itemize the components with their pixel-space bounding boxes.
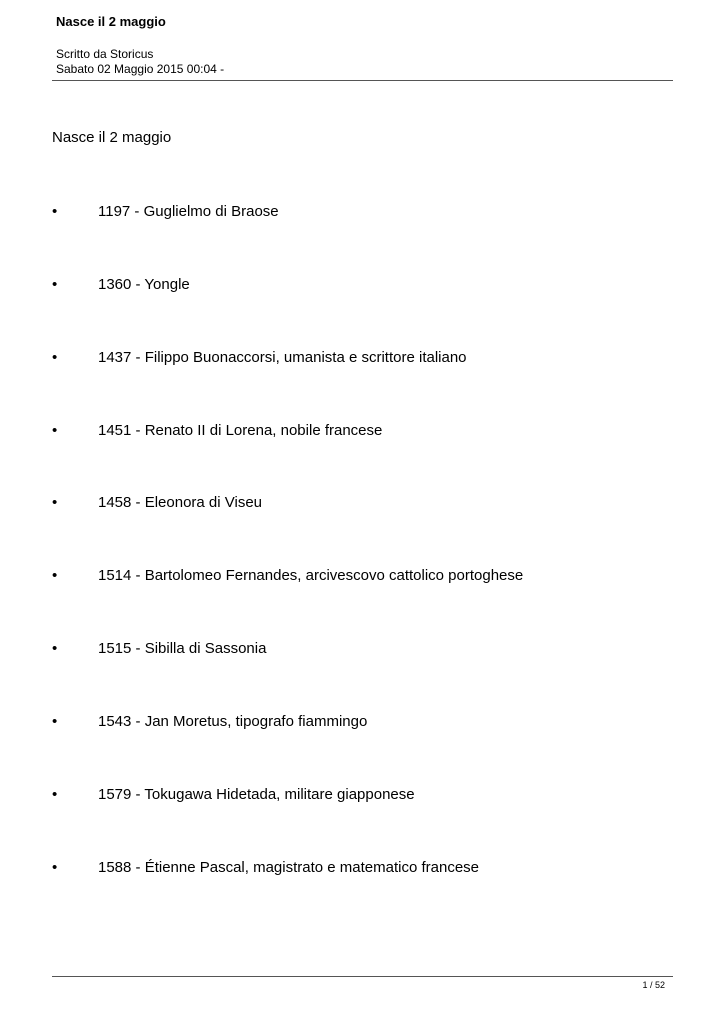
footer-divider: [52, 976, 673, 977]
list-item: [0, 640, 700, 658]
bullet-marker: •: [52, 349, 58, 366]
list-item: [0, 494, 700, 512]
bullet-marker: •: [52, 640, 58, 657]
list-item-text: 1588 - Étienne Pascal, magistrato e matematico francese: [98, 859, 480, 876]
bullet-marker: •: [52, 422, 58, 439]
list-item-text: 1451 - Renato II di Lorena, nobile francese: [98, 422, 383, 439]
list-item: [0, 713, 700, 731]
list-item-text: 1515 - Sibilla di Sassonia: [98, 640, 267, 657]
list-item-text: 1437 - Filippo Buonaccorsi, umanista e scrittore italiano: [98, 349, 467, 366]
page-number: 1 / 52: [642, 980, 665, 990]
bullet-marker: •: [52, 567, 58, 584]
list-item: [0, 567, 700, 585]
list-item: [0, 203, 700, 221]
list-item: [0, 786, 700, 804]
list-item: [0, 276, 700, 294]
bullet-marker: •: [52, 203, 58, 220]
document-author: Scritto da Storicus: [56, 47, 154, 61]
bullet-marker: •: [52, 786, 58, 803]
bullet-marker: •: [52, 276, 58, 293]
bullet-marker: •: [52, 713, 58, 730]
list-item: [0, 349, 700, 367]
bullet-marker: •: [52, 494, 58, 511]
document-date: Sabato 02 Maggio 2015 00:04 -: [56, 62, 225, 76]
list-item-text: 1197 - Guglielmo di Braose: [98, 203, 279, 220]
document-header-title: Nasce il 2 maggio: [56, 14, 166, 29]
list-item: [0, 422, 700, 440]
article-title: Nasce il 2 maggio: [52, 129, 172, 146]
list-item-text: 1543 - Jan Moretus, tipografo fiammingo: [98, 713, 368, 730]
list-item: [0, 859, 700, 877]
list-item-text: 1360 - Yongle: [98, 276, 190, 293]
header-divider: [52, 80, 673, 81]
bullet-marker: •: [52, 859, 58, 876]
list-item-text: 1458 - Eleonora di Viseu: [98, 494, 263, 511]
list-item-text: 1579 - Tokugawa Hidetada, militare giapponese: [98, 786, 415, 803]
list-item-text: 1514 - Bartolomeo Fernandes, arcivescovo cattolico portoghese: [98, 567, 524, 584]
